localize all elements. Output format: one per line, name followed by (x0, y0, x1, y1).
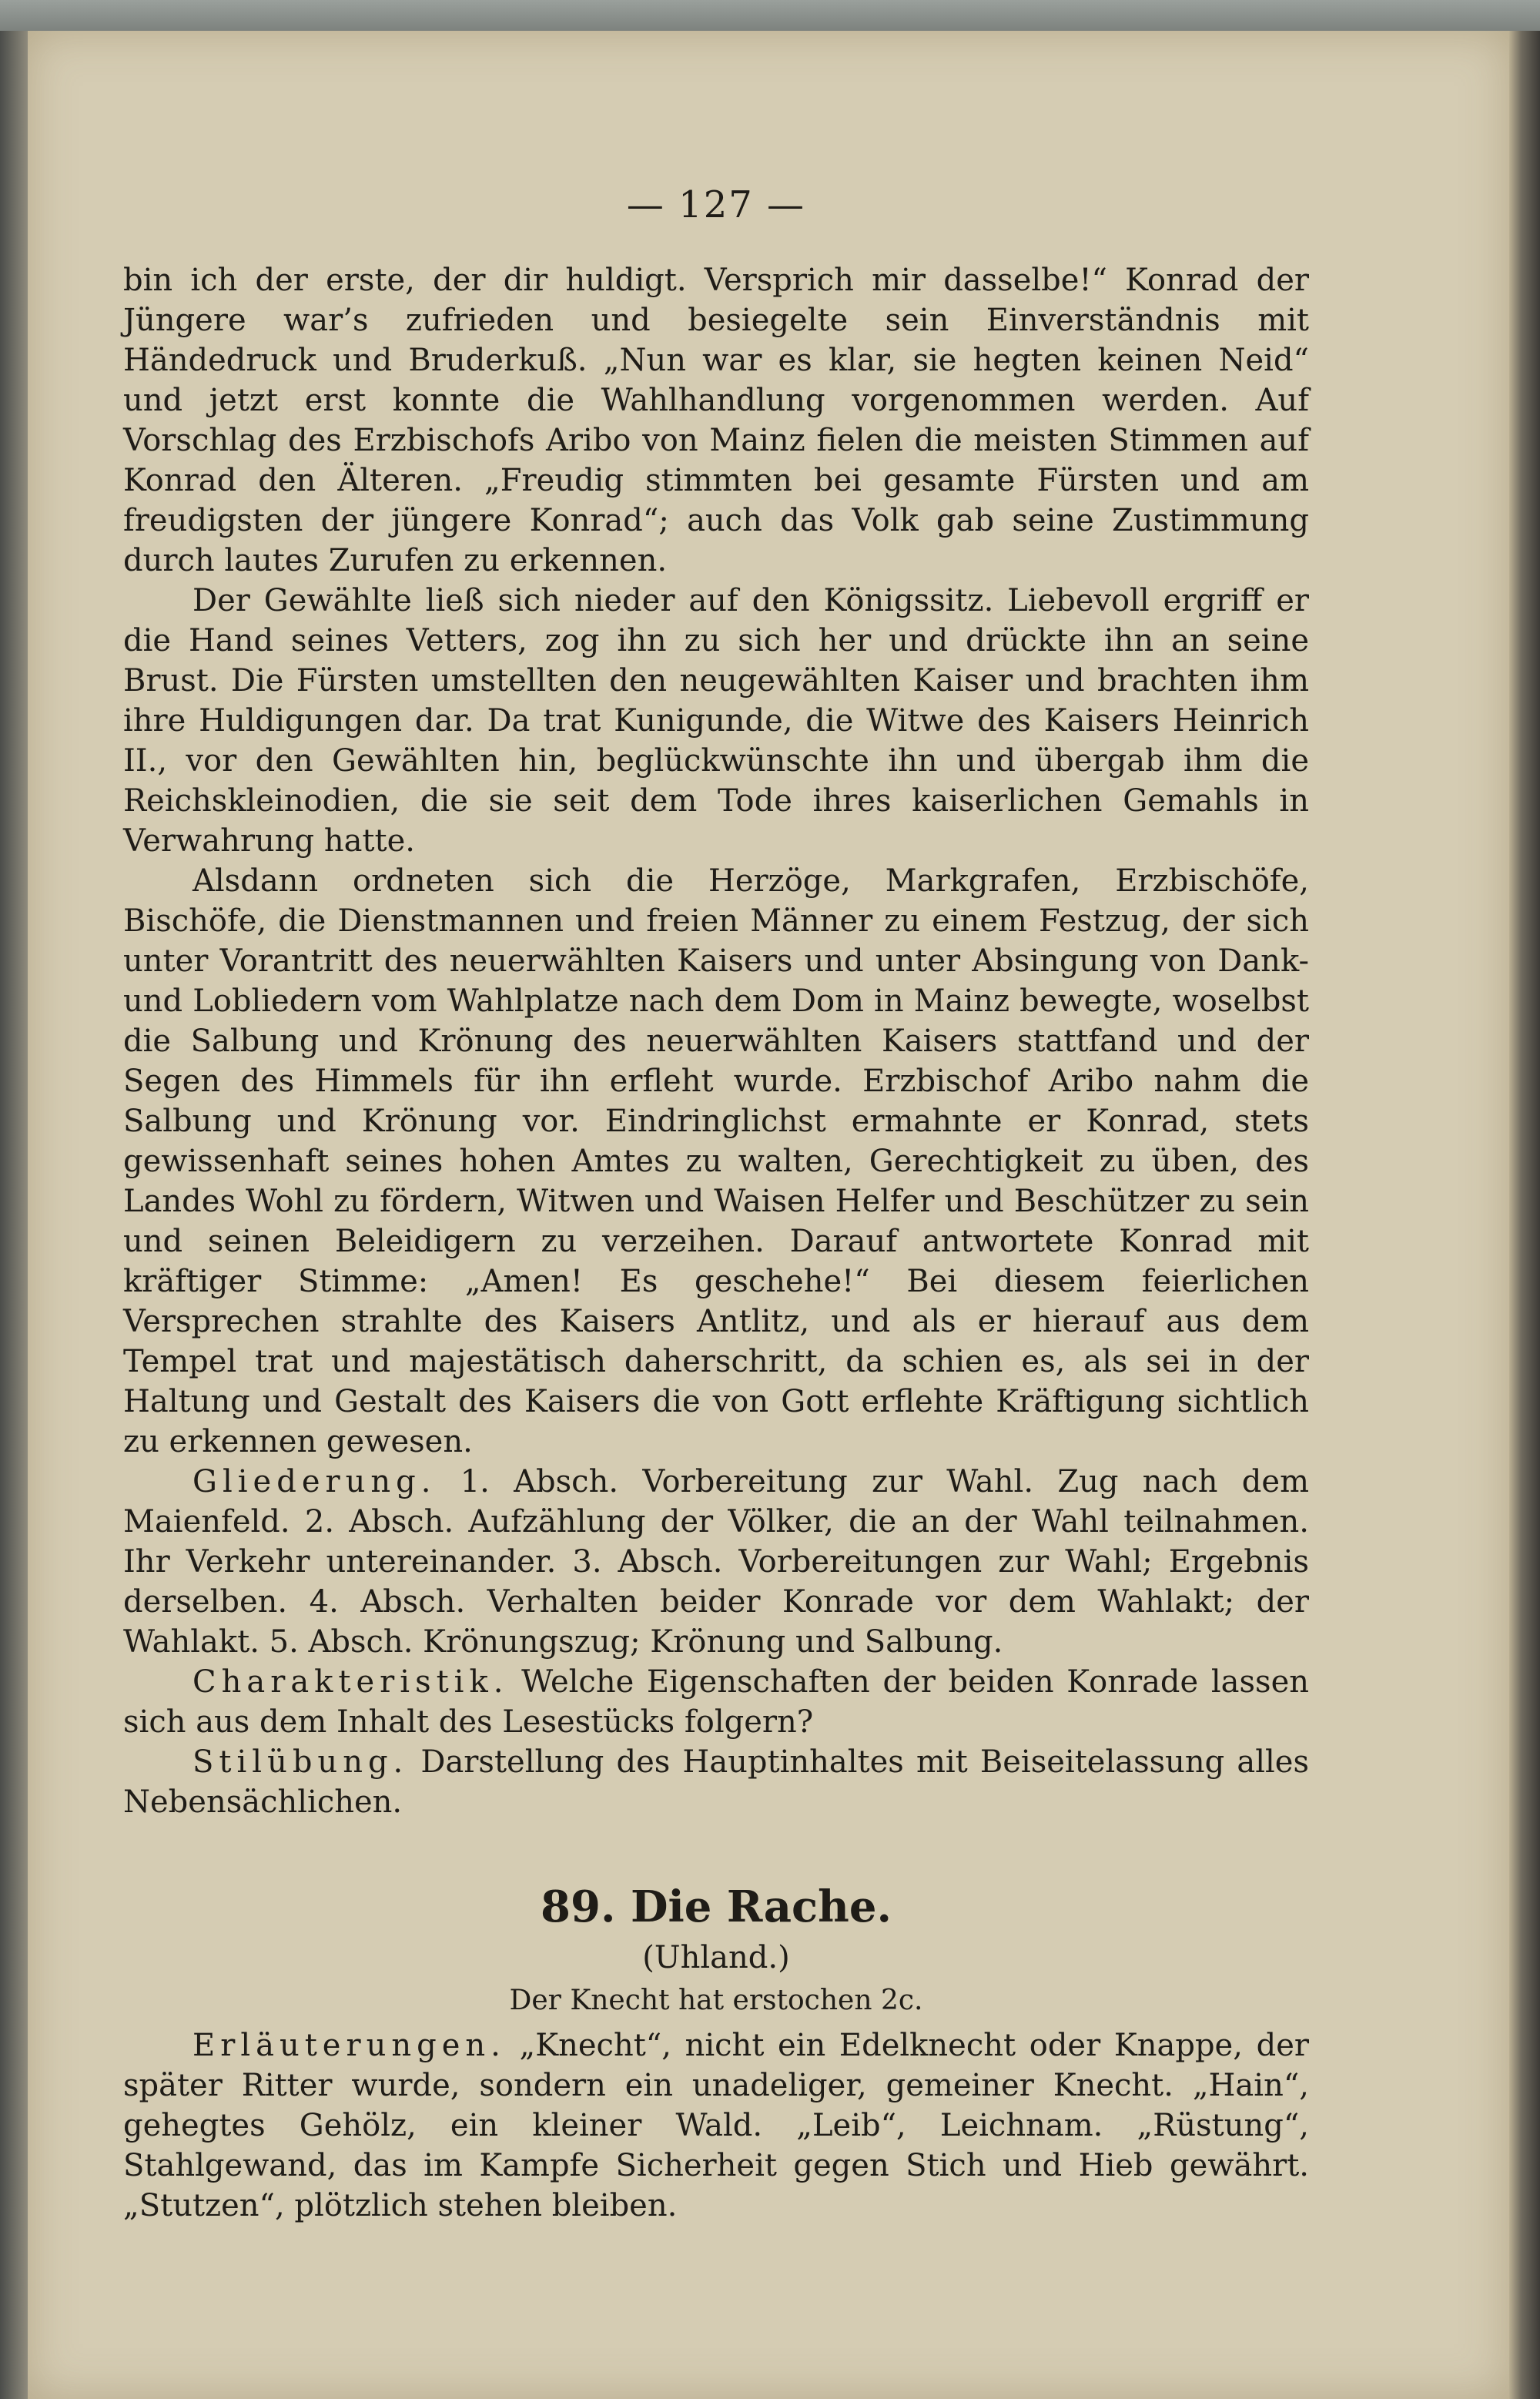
scan-top-edge (0, 0, 1540, 31)
erlaeuterungen-block (123, 2025, 1309, 2226)
section-incipit: Der Knecht hat erstochen 2c. (509, 1985, 923, 2016)
paragraph-festzug: Alsdann ordneten sich die Herzöge, Markgrafen, Erzbischöfe, Bischöfe, die Dienstmannen und freien Männer zu einem Festzug, der sich unter Vorantritt des neuerwählten Kaisers und unter Absingung von Dank- und Lobliedern vom Wahlplatze nach dem Dom in Mainz bewegte, woselbst die Salbung und Krönung des neuerwählten Kaisers stattfand und der Segen des Himmels für ihn erfleht wurde. Erzbischof Aribo nahm die Salbung und Krönung vor. Eindringlichst ermahnte er Konrad, stets gewissenhaft seines hohen Amtes zu walten, Gerechtigkeit zu üben, des Landes Wohl zu fördern, Witwen und Waisen Helfer und Beschützer zu sein und seinen Beleidigern zu verzeihen. Darauf antwortete Konrad mit kräftiger Stimme: „Amen! Es geschehe!“ Bei diesem feierlichen Versprechen strahlte des Kaisers Antlitz, und als er hierauf aus dem Tempel trat und majestätisch daherschritt, da schien es, als sei in der Haltung und Gestalt des Kaisers die von Gott erflehte Kräftigung sichtlich zu erkennen gewesen. (123, 863, 1309, 1459)
gliederung-text: 1. Absch. Vorbereitung zur Wahl. Zug nach dem Maienfeld. 2. Absch. Aufzählung der Völker, die an der Wahl teilnahmen. Ihr Verkehr untereinander. 3. Absch. Vorbereitungen zur Wahl; Ergebnis derselben. 4. Absch. Verhalten beider Konrade vor dem Wahlakt; der Wahlakt. 5. Absch. Krönungszug; Krönung und Salbung. (123, 1464, 1309, 1660)
charakteristik-label: Charakteristik. (192, 1664, 509, 1700)
erlaeuterungen-label: Erläuterungen. (192, 2028, 506, 2063)
charakteristik-block (123, 1662, 1309, 1742)
page-number: — 127 — (626, 183, 806, 226)
stiluebung-text: Darstellung des Hauptinhaltes mit Beiseitelassung alles Nebensächlichen. (123, 1744, 1309, 1820)
stiluebung-block (123, 1742, 1309, 1822)
section-author: (Uhland.) (642, 1940, 790, 1975)
stiluebung-label: Stilübung. (192, 1744, 409, 1780)
erlaeuterungen-text: „Knecht“, nicht ein Edelknecht oder Knappe, der später Ritter wurde, sondern ein unadeliger, gemeiner Knecht. „Hain“, gehegtes Gehölz, ein kleiner Wald. „Leib“, Leichnam. „Rüstung“, Stahlgewand, das im Kampfe Sicherheit gegen Stich und Hieb gewährt. „Stutzen“, plötzlich stehen bleiben. (123, 2028, 1309, 2223)
section-title: 89. Die Rache. (541, 1881, 892, 1932)
gliederung-block (123, 1462, 1309, 1662)
charakteristik-text: Welche Eigenschaften der beiden Konrade lassen sich aus dem Inhalt des Lesestücks folgern? (123, 1664, 1309, 1740)
scan-left-edge (0, 31, 28, 2399)
paragraph-continued: bin ich der erste, der dir huldigt. Versprich mir dasselbe!“ Konrad der Jüngere war’s zufrieden und besiegelte sein Einverständnis mit Händedruck und Bruderkuß. „Nun war es klar, sie hegten keinen Neid“ und jetzt erst konnte die Wahlhandlung vorgenommen werden. Auf Vorschlag des Erzbischofs Aribo von Mainz fielen die meisten Stimmen auf Konrad den Älteren. „Freudig stimmten bei gesamte Fürsten und am freudigsten der jüngere Konrad“; auch das Volk gab seine Zustimmung durch lautes Zurufen zu erkennen. (123, 263, 1309, 578)
page-content (123, 185, 1309, 2226)
paragraph-gewaehlte: Der Gewählte ließ sich nieder auf den Königssitz. Liebevoll ergriff er die Hand seines Vetters, zog ihn zu sich her und drückte ihn an seine Brust. Die Fürsten umstellten den neugewählten Kaiser und brachten ihm ihre Huldigungen dar. Da trat Kunigunde, die Witwe des Kaisers Heinrich II., vor den Gewählten hin, beglückwünschte ihn und übergab ihm die Reichskleinodien, die sie seit dem Tode ihres kaiserlichen Gemahls in Verwahrung hatte. (123, 583, 1309, 859)
book-spine (1509, 31, 1540, 2399)
gliederung-label: Gliederung. (192, 1464, 437, 1499)
